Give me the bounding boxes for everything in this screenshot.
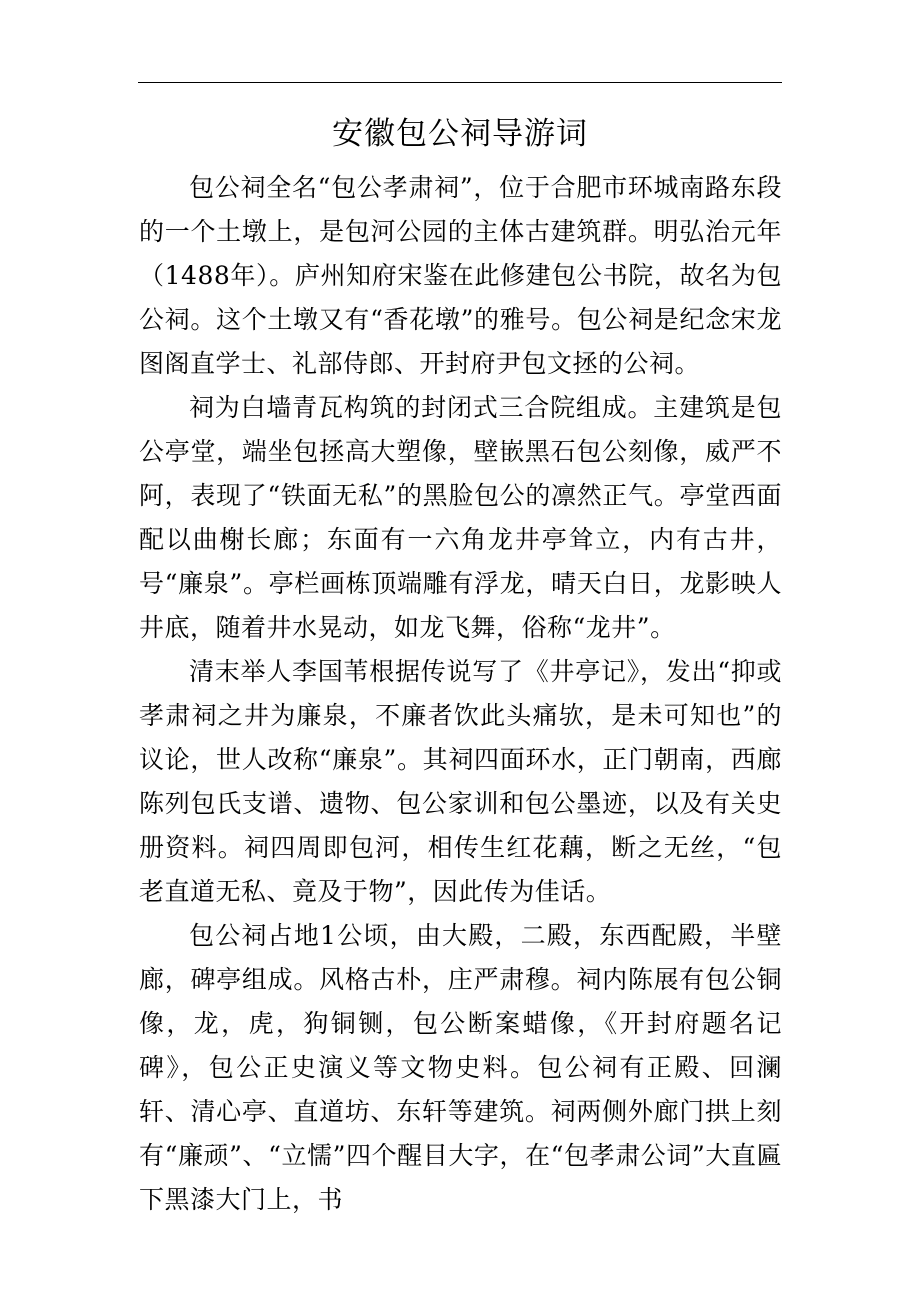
paragraph-well-history: 清末举人李国苇根据传说写了《井亭记》，发出“抑或孝肃祠之井为廉泉，不廉者饮此头痛欤，是未可知也”的议论，世人改称“廉泉”。其祠四面环水，正门朝南，西廊陈列包氏支谱、遗物、包公家训和包公墨迹，以及有关史册资料。祠四周即包河，相传生红花藕，断之无丝，“包老直道无私、竟及于物”，因此传为佳话。 [139,657,782,906]
document-title: 安徽包公祠导游词 [332,116,588,152]
header-rule [138,82,782,83]
paragraph-intro: 包公祠全名“包公孝肃祠”，位于合肥市环城南路东段的一个土墩上，是包河公园的主体古建筑群。明弘治元年（1488年）。庐州知府宋鉴在此修建包公书院，故名为包公祠。这个土墩又有“香花墩”的雅号。包公祠是纪念宋龙图阁直学士、礼部侍郎、开封府尹包文拯的公祠。 [139,173,782,378]
document-body [139,166,782,1222]
paragraph-layout: 包公祠占地1公顷，由大殿，二殿，东西配殿，半壁廊，碑亭组成。风格古朴，庄严肃穆。祠内陈展有包公铜像，龙，虎，狗铜铡，包公断案蜡像，《开封府题名记碑》，包公正史演义等文物史料。包公祠有正殿、回澜轩、清心亭、直道坊、东轩等建筑。祠两侧外廊门拱上刻有“廉顽”、“立懦”四个醒目大字，在“包孝肃公词”大直匾下黑漆大门上，书 [139,921,782,1214]
paragraph-architecture: 祠为白墙青瓦构筑的封闭式三合院组成。主建筑是包公亭堂，端坐包拯高大塑像，壁嵌黑石包公刻像，威严不阿，表现了“铁面无私”的黑脸包公的凛然正气。亭堂西面配以曲榭长廊；东面有一六角龙井亭耸立，内有古井，号“廉泉”。亭栏画栋顶端雕有浮龙，晴天白日，龙影映人井底，随着井水晃动，如龙飞舞，俗称“龙井”。 [139,393,782,642]
